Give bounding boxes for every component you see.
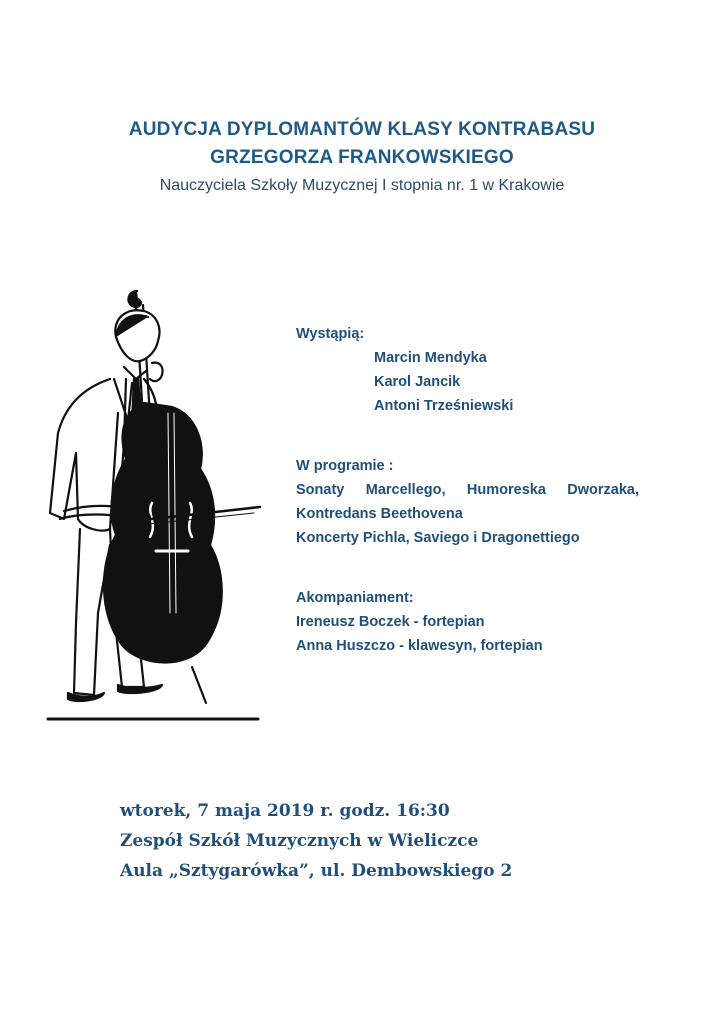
event-details [120,796,512,886]
accompaniment-block [296,586,696,658]
accompaniment-line: Anna Huszczo - klawesyn, fortepian [296,638,543,654]
performer-name: Karol Jancik [374,374,461,390]
performer-name: Antoni Trześniewski [374,398,514,414]
event-venue: Zespół Szkół Muzycznych w Wieliczce [120,831,479,851]
accompaniment-label: Akompaniament: [296,590,414,606]
event-address: Aula „Sztygarówka”, ul. Dembowskiego 2 [120,861,513,881]
program-line: Sonaty Marcellego, Humoreska Dworzaka, [296,482,639,498]
subtitle: Nauczyciela Szkoły Muzycznej I stopnia nr. 1 w Krakowie [159,177,565,194]
program-line: Kontredans Beethovena [296,506,463,522]
performers-label: Wystąpią: [296,326,365,342]
program-line: Koncerty Pichla, Saviego i Dragonettiego [296,530,580,546]
poster-header [0,116,724,198]
performer-name: Marcin Mendyka [374,350,487,366]
program-info [296,322,696,680]
title-line-1: AUDYCJA DYPLOMANTÓW KLASY KONTRABASU [128,119,596,140]
double-bass-player-illustration [40,283,270,723]
performers-block [296,322,696,418]
title-line-2: GRZEGORZA FRANKOWSKIEGO [210,147,514,168]
program-block [296,454,696,550]
accompaniment-line: Ireneusz Boczek - fortepian [296,614,485,630]
program-label: W programie : [296,458,394,474]
event-date-time: wtorek, 7 maja 2019 r. godz. 16:30 [120,801,450,821]
